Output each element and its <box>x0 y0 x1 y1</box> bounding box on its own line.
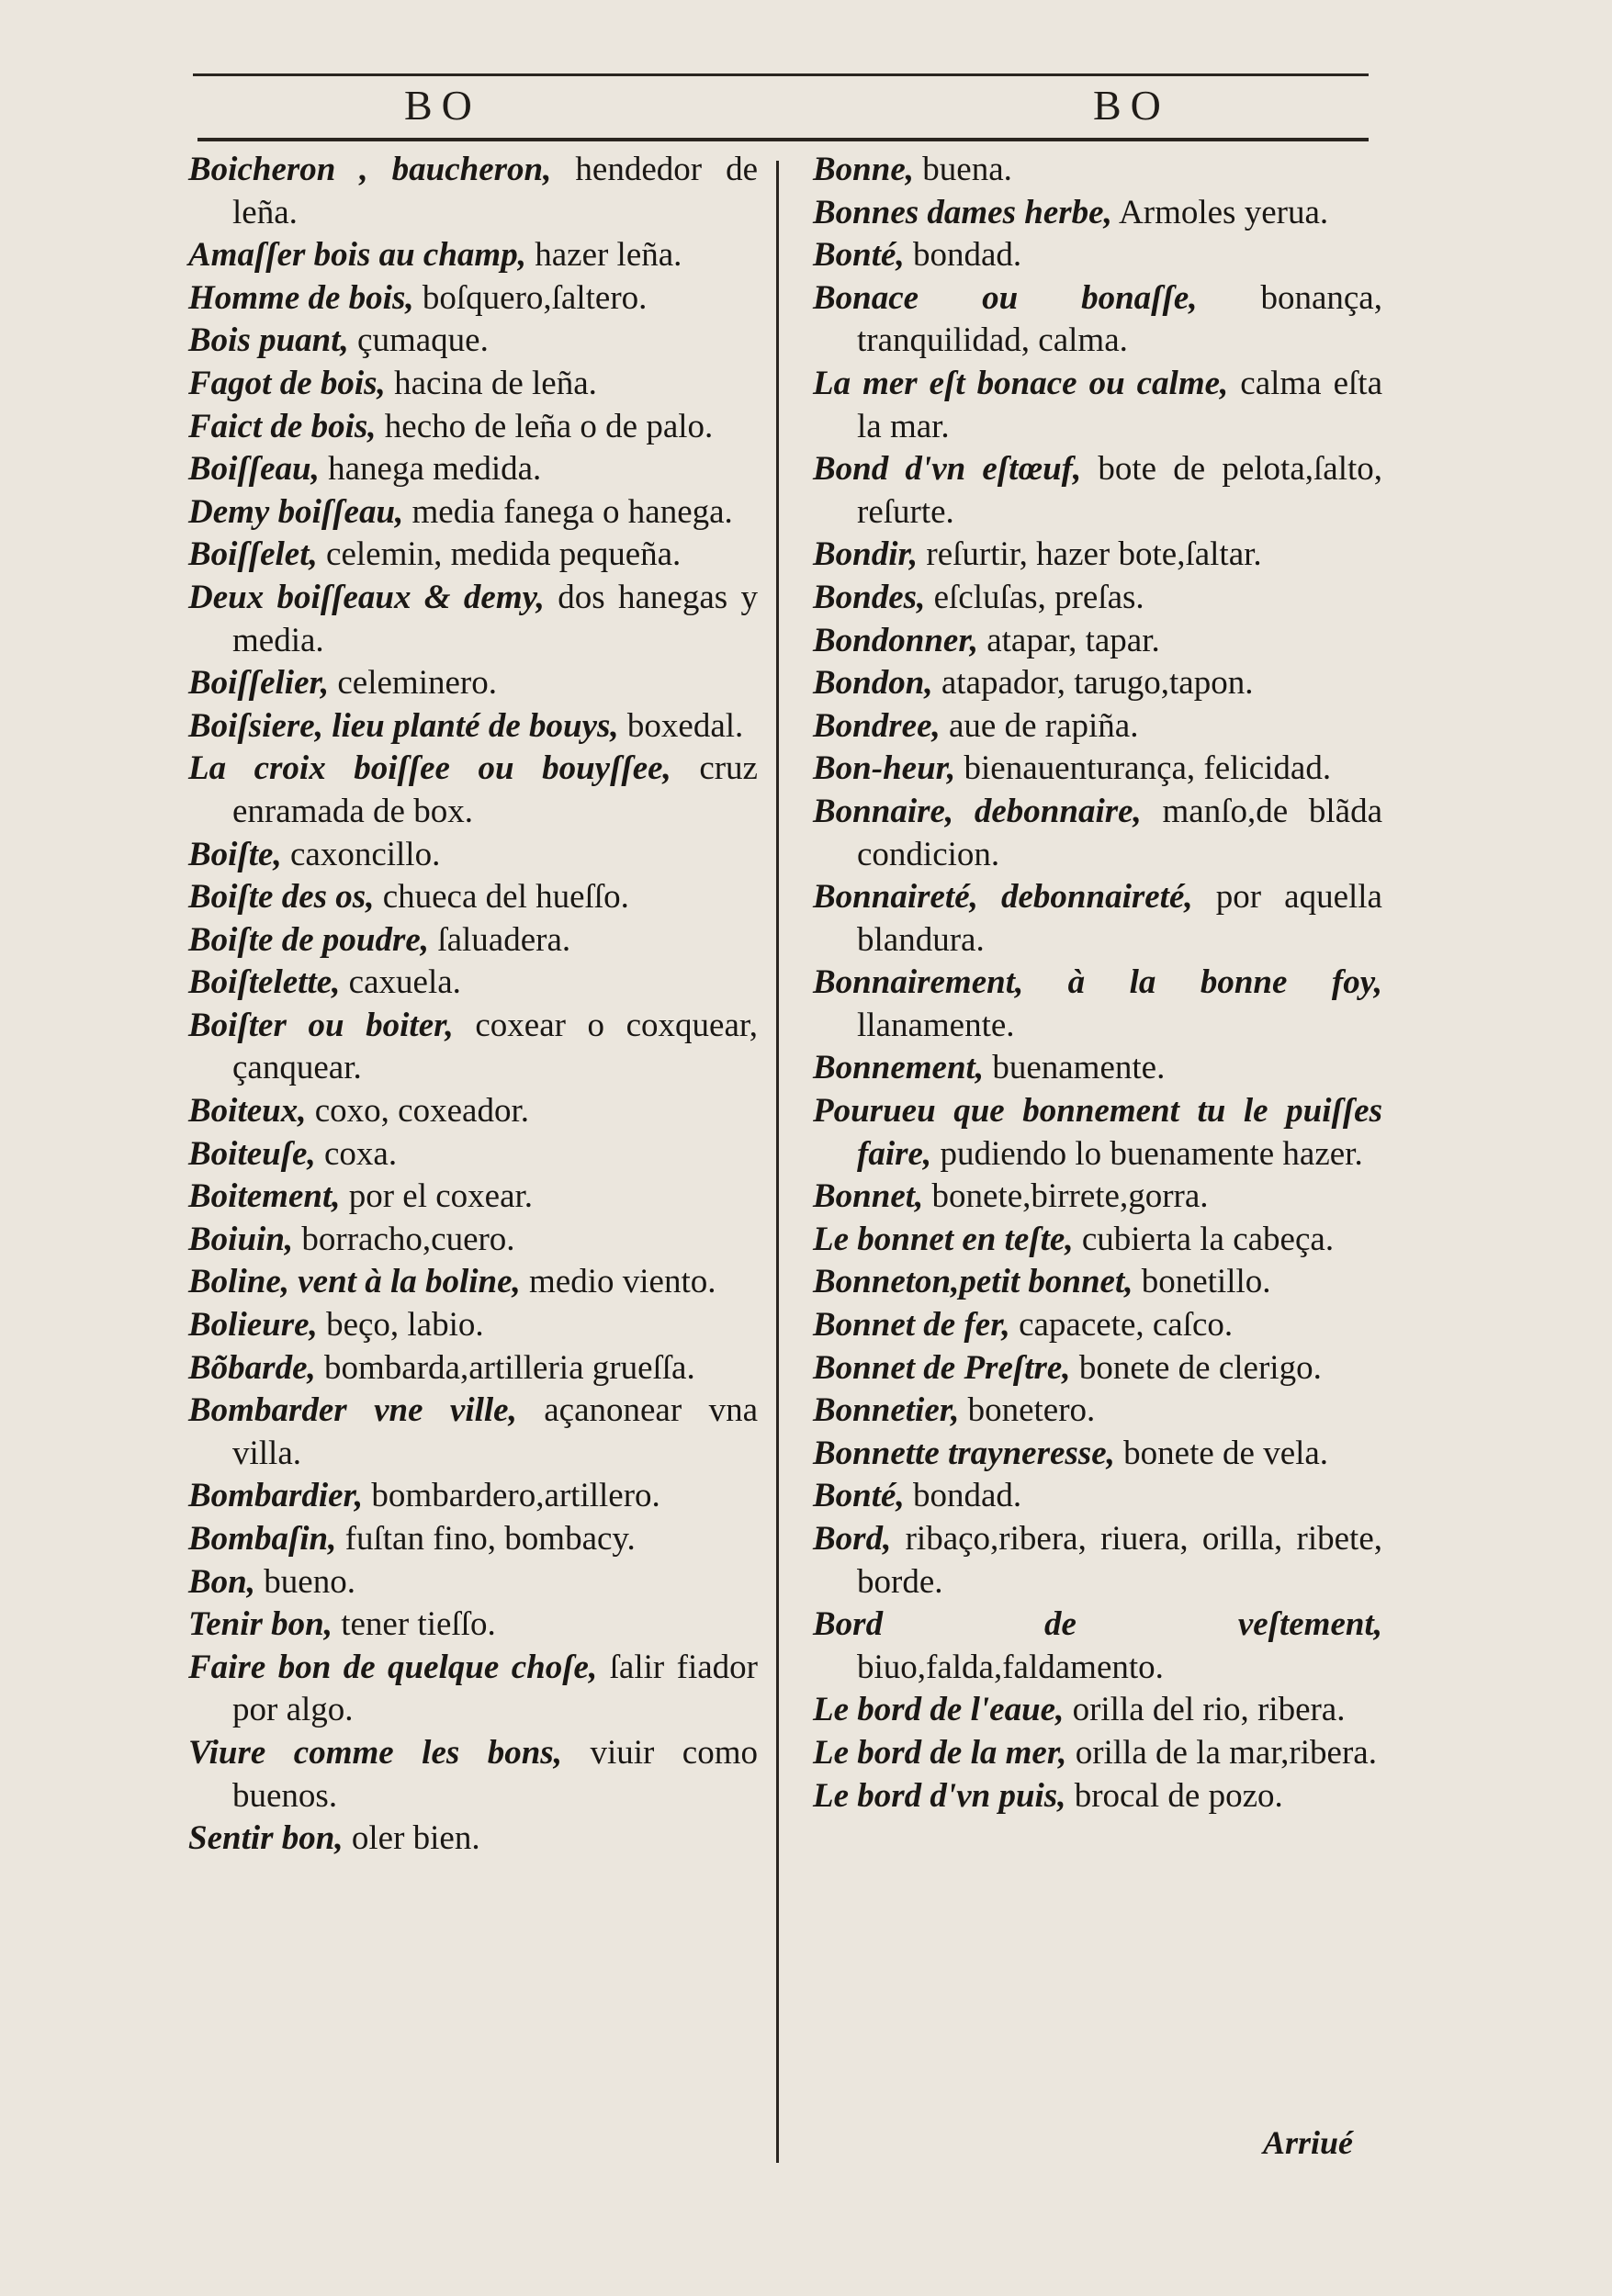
entry-headword: Boiuin, <box>188 1220 294 1258</box>
dictionary-entry <box>188 1561 758 1604</box>
dictionary-entry <box>188 1347 758 1390</box>
entry-definition: por aquella blandura. <box>857 878 1382 959</box>
entry-definition: bonetero. <box>959 1391 1096 1430</box>
entry-definition: atapador, tarugo,tapon. <box>932 664 1254 703</box>
entry-definition: capacete, caſco. <box>1009 1306 1234 1345</box>
entry-headword: Bord, <box>813 1520 892 1558</box>
entry-definition: caxuela. <box>340 963 461 1002</box>
entry-definition: bonete de clerigo. <box>1070 1348 1322 1387</box>
dictionary-entry <box>813 277 1382 363</box>
entry-headword: Bondonner, <box>813 621 978 659</box>
entry-definition: viuir como buenos. <box>232 1733 758 1815</box>
entry-headword: Boitement, <box>188 1177 341 1216</box>
dictionary-entry <box>188 919 758 962</box>
entry-definition: cubierta la cabeça. <box>1073 1220 1335 1258</box>
entry-headword: Bondree, <box>813 706 941 745</box>
entry-headword: Boiſſeau, <box>188 450 320 489</box>
entry-headword: Bonté, <box>813 236 905 275</box>
entry-definition: llanamente. <box>857 1006 1015 1044</box>
dictionary-entry <box>813 192 1382 235</box>
entry-definition: caxoncillo. <box>281 835 441 873</box>
entry-definition: hacina de leña. <box>385 364 597 402</box>
right-column <box>813 149 1382 1818</box>
entry-headword: Bombardier, <box>188 1477 364 1515</box>
entry-definition: dos hanegas y media. <box>232 578 758 659</box>
entry-definition: bote de pelota,ſalto, reſurte. <box>857 450 1382 531</box>
entry-definition: cruz enramada de box. <box>232 749 758 830</box>
dictionary-entry <box>188 1390 758 1475</box>
entry-headword: Faire bon de quelque choſe, <box>188 1648 598 1686</box>
dictionary-entry <box>188 962 758 1005</box>
entry-definition: bienauenturança, felicidad. <box>955 749 1332 788</box>
entry-headword: Bondes, <box>813 578 926 616</box>
dictionary-entry <box>188 1133 758 1176</box>
dictionary-entry <box>188 1518 758 1561</box>
entry-headword: Bonace ou bonaſſe, <box>813 278 1198 317</box>
entry-headword: Bonnet, <box>813 1177 924 1216</box>
dictionary-entry <box>188 748 758 833</box>
entry-definition: ſalir fiador por algo. <box>232 1648 758 1729</box>
entry-headword: Bolieure, <box>188 1306 318 1345</box>
entry-definition: calma eſta la mar. <box>857 364 1382 445</box>
dictionary-entry <box>188 363 758 406</box>
dictionary-entry <box>813 748 1382 791</box>
running-head-left: BO <box>404 82 481 129</box>
entry-definition: orilla de la mar,ribera. <box>1066 1733 1377 1772</box>
dictionary-entry <box>813 791 1382 876</box>
entry-headword: Boiteuſe, <box>188 1134 316 1173</box>
entry-definition: buena. <box>914 151 1012 188</box>
entry-headword: Faict de bois, <box>188 407 377 445</box>
entry-headword: La croix boiſſee ou bouyſſee, <box>188 749 671 788</box>
entry-definition: borracho,cuero. <box>293 1220 515 1258</box>
entry-definition: hecho de leña o de palo. <box>376 407 714 445</box>
dictionary-entry <box>813 234 1382 277</box>
running-head-right: BO <box>1093 82 1170 129</box>
entry-headword: Boiſſelier, <box>188 664 330 703</box>
dictionary-entry <box>813 1475 1382 1518</box>
entry-headword: Tenir bon, <box>188 1605 333 1644</box>
entry-headword: Boiſtelette, <box>188 963 341 1002</box>
entry-definition: coxear o coxquear, çanquear. <box>232 1006 758 1087</box>
dictionary-entry <box>813 363 1382 448</box>
entry-headword: Bonnaire, debonnaire, <box>813 792 1142 830</box>
dictionary-entry <box>813 1261 1382 1304</box>
entry-definition: chueca del hueſſo. <box>374 878 629 917</box>
entry-headword: Boiſsiere, lieu planté de bouys, <box>188 706 619 745</box>
entry-headword: Boiſter ou boiter, <box>188 1006 454 1044</box>
dictionary-entry <box>188 149 758 234</box>
entry-headword: Bond d'vn eſtœuf, <box>813 450 1082 489</box>
dictionary-entry <box>188 1219 758 1262</box>
entry-headword: Bon-heur, <box>813 749 956 788</box>
dictionary-entry <box>813 1518 1382 1604</box>
entry-definition: pudiendo lo buenamente hazer. <box>931 1134 1363 1173</box>
entry-definition: bonança, tranquilidad, calma. <box>857 278 1382 360</box>
left-column <box>188 149 758 1861</box>
entry-definition: çumaque. <box>348 321 489 360</box>
entry-definition: biuo,falda,faldamento. <box>857 1648 1164 1686</box>
entry-definition: atapar, tapar. <box>977 621 1160 659</box>
entry-headword: Bombaſin, <box>188 1520 337 1558</box>
entry-definition: eſcluſas, preſas. <box>925 578 1144 616</box>
dictionary-entry <box>813 534 1382 577</box>
entry-definition: bueno. <box>255 1562 355 1601</box>
dictionary-entry <box>813 1176 1382 1219</box>
dictionary-entry <box>813 448 1382 534</box>
entry-definition: Armoles yerua. <box>1111 193 1329 231</box>
entry-definition: hendedor de leña. <box>232 151 758 231</box>
entry-definition: ſaluadera. <box>429 920 571 959</box>
entry-definition: aue de rapiña. <box>940 706 1139 745</box>
entry-headword: Bonnet de fer, <box>813 1306 1010 1345</box>
entry-definition: oler bien. <box>343 1819 480 1858</box>
entry-definition: manſo,de blãda condicion. <box>857 792 1382 873</box>
dictionary-entry <box>188 234 758 277</box>
entry-headword: Le bord de l'eaue, <box>813 1691 1065 1729</box>
entry-definition: celemin, medida pequeña. <box>317 535 682 574</box>
dictionary-entry <box>813 1304 1382 1347</box>
entry-definition: buenamente. <box>984 1049 1166 1087</box>
entry-headword: Bonnet de Preſtre, <box>813 1348 1071 1387</box>
dictionary-entry <box>813 577 1382 620</box>
dictionary-entry <box>188 1176 758 1219</box>
entry-headword: Bondon, <box>813 664 933 703</box>
entry-headword: Bon, <box>188 1562 256 1601</box>
entry-headword: Sentir bon, <box>188 1819 344 1858</box>
dictionary-entry <box>188 876 758 919</box>
entry-definition: boxedal. <box>618 706 744 745</box>
entry-headword: Demy boiſſeau, <box>188 492 404 531</box>
entry-definition: coxo, coxeador. <box>306 1092 529 1131</box>
entry-headword: Boicheron , baucheron, <box>188 151 552 188</box>
dictionary-entry <box>188 277 758 321</box>
entry-headword: Deux boiſſeaux & demy, <box>188 578 545 616</box>
top-rule <box>193 73 1369 76</box>
entry-definition: bombardero,artillero. <box>363 1477 660 1515</box>
dictionary-entry <box>188 1647 758 1732</box>
entry-definition: bonetillo. <box>1133 1263 1271 1301</box>
dictionary-entry <box>188 705 758 748</box>
entry-headword: Boiſte des os, <box>188 878 375 917</box>
entry-headword: Bombarder vne ville, <box>188 1391 517 1430</box>
entry-headword: Pourueu que bonnement tu le puiſſes faire, <box>813 1092 1382 1173</box>
entry-headword: Bonnaireté, debonnaireté, <box>813 878 1193 917</box>
entry-definition: bondad. <box>904 1477 1022 1515</box>
entry-definition: bonete,birrete,gorra. <box>923 1177 1209 1216</box>
dictionary-entry <box>188 406 758 449</box>
entry-definition: medio viento. <box>520 1263 716 1301</box>
entry-definition: celeminero. <box>329 664 497 703</box>
entry-headword: Le bord de la mer, <box>813 1733 1067 1772</box>
entry-definition: tener tieſſo. <box>332 1605 496 1644</box>
entry-definition: bonete de vela. <box>1114 1434 1329 1472</box>
dictionary-entry <box>813 1775 1382 1818</box>
header-rule <box>197 138 1369 141</box>
entry-definition: media fanega o hanega. <box>403 492 733 531</box>
dictionary-entry <box>188 662 758 705</box>
entry-headword: Boiteux, <box>188 1092 307 1131</box>
entry-definition: por el coxear. <box>340 1177 534 1216</box>
dictionary-entry <box>188 1604 758 1647</box>
dictionary-entry <box>813 1433 1382 1476</box>
dictionary-entry <box>188 320 758 363</box>
entry-definition: reſurtir, hazer bote,ſaltar. <box>918 535 1262 574</box>
dictionary-entry <box>813 662 1382 705</box>
dictionary-entry <box>188 1090 758 1133</box>
dictionary-entry <box>188 1304 758 1347</box>
entry-headword: Bonne, <box>813 151 915 188</box>
dictionary-entry <box>813 1604 1382 1689</box>
entry-headword: Le bord d'vn puis, <box>813 1776 1066 1815</box>
column-divider <box>776 161 779 2163</box>
entry-headword: Fagot de bois, <box>188 364 386 402</box>
dictionary-entry <box>188 1261 758 1304</box>
dictionary-entry <box>813 620 1382 663</box>
entry-definition: hanega medida. <box>319 450 542 489</box>
dictionary-entry <box>188 1732 758 1818</box>
dictionary-entry <box>813 876 1382 962</box>
entry-definition: bombarda,artilleria grueſſa. <box>315 1348 695 1387</box>
entry-headword: Bonté, <box>813 1477 905 1515</box>
entry-definition: ribaço,ribera, riuera, orilla, ribete, borde. <box>857 1520 1382 1601</box>
dictionary-entry <box>188 1475 758 1518</box>
entry-headword: Viure comme les bons, <box>188 1733 562 1772</box>
dictionary-entry <box>813 962 1382 1047</box>
entry-headword: Bois puant, <box>188 321 349 360</box>
entry-headword: Boline, vent à la boline, <box>188 1263 521 1301</box>
entry-definition: hazer leña. <box>525 236 682 275</box>
entry-headword: La mer eſt bonace ou calme, <box>813 364 1229 402</box>
entry-headword: Amaſſer bois au champ, <box>188 236 526 275</box>
dictionary-entry <box>188 577 758 662</box>
dictionary-entry <box>188 448 758 491</box>
entry-headword: Le bonnet en teſte, <box>813 1220 1074 1258</box>
dictionary-entry <box>813 1347 1382 1390</box>
entry-definition: fuſtan fino, bombacy. <box>336 1520 636 1558</box>
dictionary-entry <box>813 1090 1382 1176</box>
entry-headword: Boiſſelet, <box>188 535 318 574</box>
dictionary-entry <box>813 149 1382 192</box>
entry-definition: bondad. <box>904 236 1022 275</box>
catchword: Arriué <box>1263 2124 1354 2161</box>
entry-headword: Bonnement, <box>813 1049 985 1087</box>
entry-definition: coxa. <box>315 1134 398 1173</box>
entry-definition: orilla del rio, ribera. <box>1064 1691 1346 1729</box>
entry-definition: açanonear vna villa. <box>232 1391 758 1472</box>
dictionary-entry <box>188 491 758 535</box>
entry-headword: Bord de veſtement, <box>813 1605 1382 1644</box>
entry-definition: beço, labio. <box>317 1306 484 1345</box>
dictionary-entry <box>813 1047 1382 1090</box>
entry-headword: Bondir, <box>813 535 919 574</box>
dictionary-entry <box>813 1219 1382 1262</box>
dictionary-entry <box>188 834 758 877</box>
dictionary-entry <box>188 1818 758 1861</box>
entry-headword: Boiſte, <box>188 835 282 873</box>
dictionary-entry <box>813 705 1382 748</box>
dictionary-entry <box>188 534 758 577</box>
entry-headword: Boiſte de poudre, <box>188 920 430 959</box>
entry-headword: Bonnetier, <box>813 1391 960 1430</box>
entry-headword: Bonnette trayneresse, <box>813 1434 1115 1472</box>
entry-definition: boſquero,ſaltero. <box>413 278 648 317</box>
entry-headword: Bonneton,petit bonnet, <box>813 1263 1133 1301</box>
entry-headword: Bonnairement, à la bonne foy, <box>813 963 1382 1002</box>
dictionary-entry <box>188 1005 758 1090</box>
dictionary-entry <box>813 1689 1382 1732</box>
entry-headword: Homme de bois, <box>188 278 414 317</box>
entry-headword: Bonnes dames herbe, <box>813 193 1112 231</box>
entry-headword: Bõbarde, <box>188 1348 316 1387</box>
entry-definition: brocal de pozo. <box>1065 1776 1283 1815</box>
dictionary-entry <box>813 1732 1382 1775</box>
dictionary-entry <box>813 1390 1382 1433</box>
